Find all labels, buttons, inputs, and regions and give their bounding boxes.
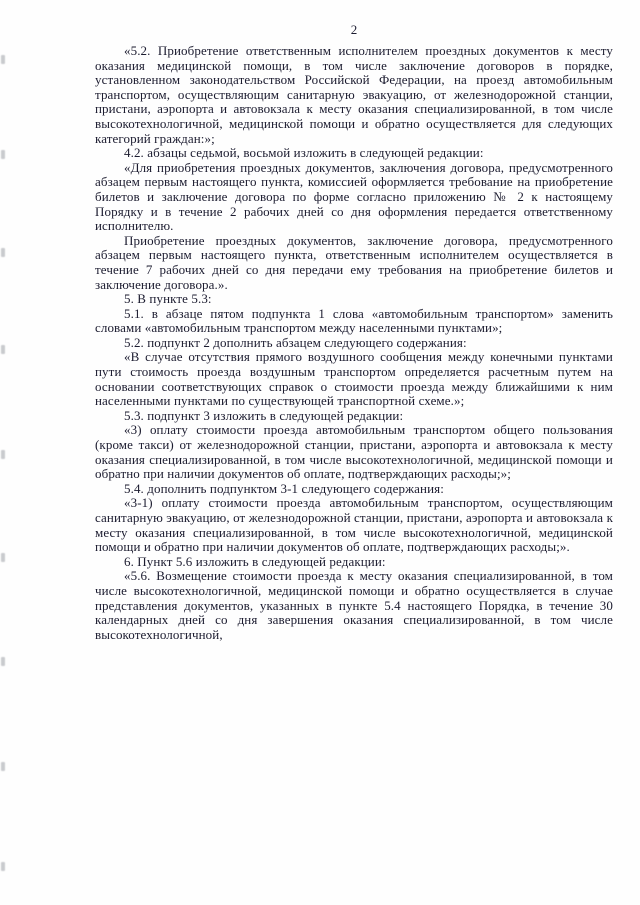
paragraph: «В случае отсутствия прямого воздушного сообщения между конечными пунктами пути стоимость проезда воздушным транспортом определяется расчетным путем на основании соответствующих справок о стоимости проезда между ближайшими к ним населенными пунктами по существующей транспортной схеме.»; (95, 349, 613, 409)
scan-artifact (1, 862, 5, 871)
paragraph: 5.4. дополнить подпунктом 3-1 следующего содержания: (124, 480, 444, 496)
scan-artifact (1, 150, 5, 159)
scan-artifact (1, 657, 5, 666)
paragraph: «5.6. Возмещение стоимости проезда к месту оказания специализированной, в том числе высокотехнологичной, медицинской помощи и обратно осуществляется в случае представления документов, указанных в пункте 5.4 настоящего Порядка, в течение 30 календарных дней со дня завершения оказания специализированной, в том числе высокотехнологичной, (95, 568, 613, 642)
paragraph: «5.2. Приобретение ответственным исполнителем проездных документов к месту оказания медицинской помощи, в том числе заключение договоров в порядке, установленном законодательством Российской Федерации, на проезд автомобильным транспортом, осуществляющим санитарную эвакуацию, от железнодорожной станции, пристани, аэропорта и автовокзала к месту оказания специализированной, в том числе высокотехнологичной, медицинской помощи и обратно осуществляется для следующих категорий граждан:»; (95, 43, 613, 146)
paragraph: Приобретение проездных документов, заключение договора, предусмотренного абзацем первым настоящего пункта, ответственным исполнителем осуществляется в течение 7 рабочих дней со дня передачи ему требования на приобретение билетов и заключение договора.». (95, 232, 613, 292)
page-number: 2 (350, 22, 358, 37)
paragraph: «Для приобретения проездных документов, заключения договора, предусмотренного абзацем первым настоящего пункта, комиссией оформляется требование на приобретение билетов и заключение договора по форме согласно приложению № 2 к настоящему Порядку и в течение 2 рабочих дней со дня оформления передается ответственному исполнителю. (95, 159, 613, 234)
scan-artifact (1, 55, 5, 64)
scan-artifact (1, 553, 5, 562)
paragraph: 5. В пункте 5.3: (124, 291, 212, 307)
paragraph: 5.2. подпункт 2 дополнить абзацем следующего содержания: (124, 334, 467, 350)
scan-artifact (1, 345, 5, 354)
paragraph: 5.3. подпункт 3 изложить в следующей редакции: (124, 407, 404, 423)
scan-artifact (1, 450, 5, 459)
paragraph: «3) оплату стоимости проезда автомобильным транспортом общего пользования (кроме такси) от железнодорожной станции, пристани, аэропорта и автовокзала к месту оказания специализированной, в том числе высокотехнологичной, медицинской помощи и обратно при наличии документов об оплате, подтверждающих расходы;»; (95, 422, 613, 482)
document-text-block (95, 44, 613, 642)
paragraph: 5.1. в абзаце пятом подпункта 1 слова «автомобильным транспортом» заменить словами «автомобильным транспортом между населенными пунктами»; (95, 305, 613, 336)
paragraph: «3-1) оплату стоимости проезда автомобильным транспортом, осуществляющим санитарную эвакуацию, от железнодорожной станции, пристани, аэропорта и автовокзала к месту оказания специализированной, в том числе высокотехнологичной, медицинской помощи и обратно при наличии документов об оплате, подтверждающих расходы;». (95, 495, 613, 555)
scan-artifact (1, 762, 5, 771)
scan-artifact (1, 248, 5, 257)
paragraph: 6. Пункт 5.6 изложить в следующей редакции: (124, 553, 386, 569)
paragraph: 4.2. абзацы седьмой, восьмой изложить в следующей редакции: (124, 145, 484, 161)
